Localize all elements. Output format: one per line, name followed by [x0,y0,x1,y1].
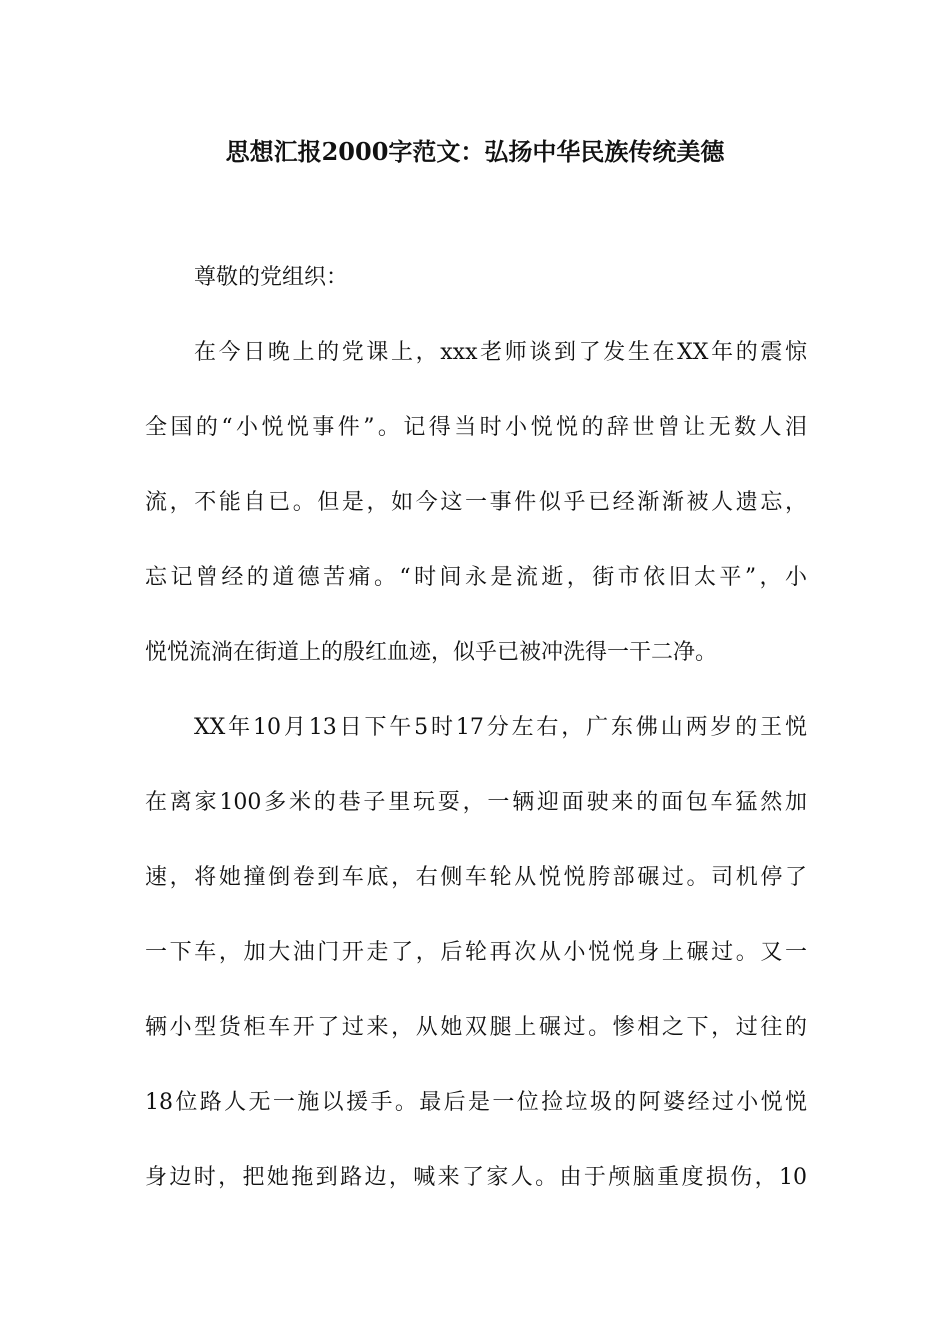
document-title: 思想汇报2000字范文：弘扬中华民族传统美德 [225,137,725,166]
paragraph-1-line-5: 悦悦流淌在街道上的殷红血迹，似乎已被冲洗得一干二净。 [145,640,718,665]
paragraph-2-line-7: 身边时，把她拖到路边，喊来了家人。由于颅脑重度损伤，10 [145,1165,807,1190]
paragraph-2-line-5: 辆小型货柜车开了过来，从她双腿上碾过。惨相之下，过往的 [145,1015,807,1040]
paragraph-2-line-3: 速，将她撞倒卷到车底，右侧车轮从悦悦胯部碾过。司机停了 [145,865,807,890]
paragraph-1-line-2: 全国的“小悦悦事件”。记得当时小悦悦的辞世曾让无数人泪 [145,415,807,440]
paragraph-2-line-4: 一下车，加大油门开走了，后轮再次从小悦悦身上碾过。又一 [145,940,807,965]
paragraph-1-line-1: 在今日晚上的党课上，xxx老师谈到了发生在XX年的震惊 [194,340,807,365]
paragraph-2-line-1: XX年10月13日下午5时17分左右，广东佛山两岁的王悦 [194,715,807,740]
paragraph-1-line-4: 忘记曾经的道德苦痛。“时间永是流逝，街市依旧太平”，小 [145,565,807,590]
paragraph-2-line-2: 在离家100多米的巷子里玩耍，一辆迎面驶来的面包车猛然加 [145,790,807,815]
salutation: 尊敬的党组织： [194,265,349,290]
paragraph-2-line-6: 18位路人无一施以援手。最后是一位捡垃圾的阿婆经过小悦悦 [145,1090,807,1115]
paragraph-1-line-3: 流，不能自已。但是，如今这一事件似乎已经渐渐被人遗忘， [145,490,807,515]
